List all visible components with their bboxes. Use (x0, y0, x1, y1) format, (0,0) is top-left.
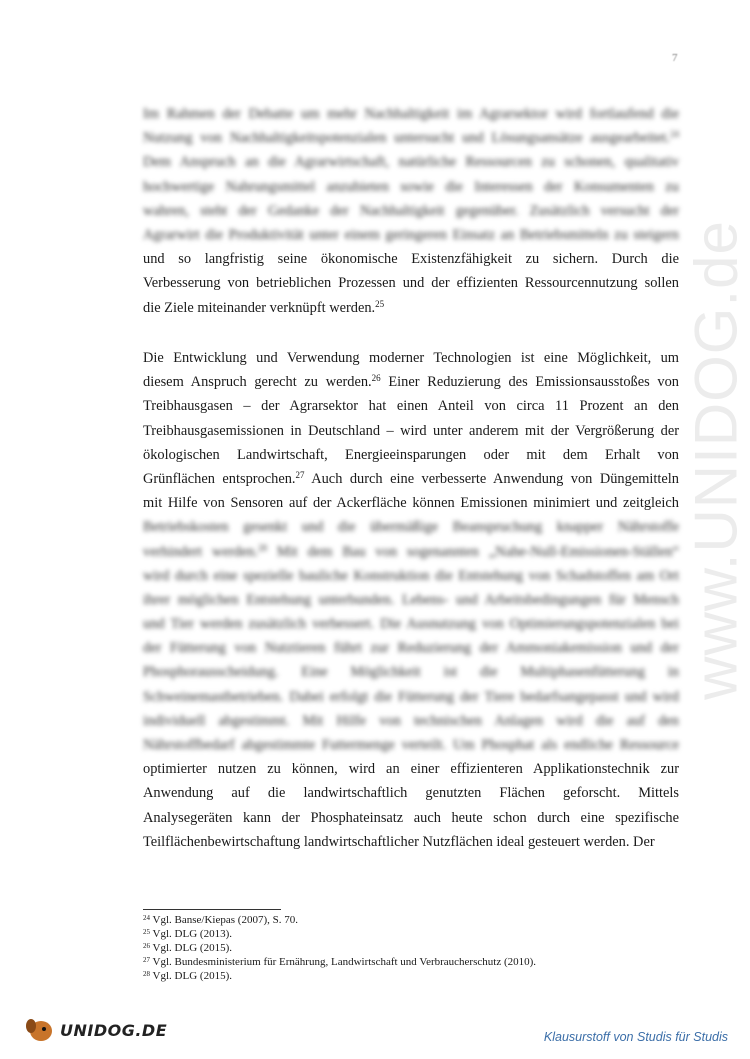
text-line (143, 806, 679, 830)
footnote-ref: 25 (375, 298, 385, 309)
logo-text: UNIDOG.DE (60, 1020, 168, 1040)
text-line (143, 612, 679, 636)
line-text: Betriebskosten gesenkt und die übermäßige Beanspruchung knapper Nährstoffe (143, 519, 679, 536)
line-text: und so langfristig seine ökonomische Existenzfähigkeit zu sichern. Durch die (143, 251, 679, 268)
text-line (143, 757, 679, 781)
line-text: Verbesserung von betrieblichen Prozessen und der effizienten Ressourcennutzung sollen (143, 275, 679, 292)
text-line (143, 175, 679, 199)
line-text: Dem Anspruch an die Agrarwirtschaft, natürliche Ressourcen zu schonen, qualitativ (143, 154, 679, 171)
text-line (143, 247, 679, 271)
text-line (143, 830, 679, 854)
text-line (143, 296, 679, 320)
line-text: Treibhausgasemissionen in Deutschland – wird unter anderem mit der Vergrößerung der (143, 422, 679, 439)
line-text: Phosphorausscheidung. Eine Möglichkeit ist die Multiphasenfütterung in (143, 664, 679, 681)
footnote-ref: 28 (258, 542, 268, 553)
footnote-text: Vgl. DLG (2013). (150, 928, 232, 940)
line-text: der Fütterung von Nutztieren führt zur Reduzierung der Ammoniakemission und der (143, 640, 679, 657)
watermark: www.UNIDOG.de (682, 220, 750, 700)
text-line (143, 564, 679, 588)
text-line (143, 102, 679, 126)
footnote-number: 28 (143, 970, 150, 978)
line-text-rest: Mit dem Bau von sogenannten „Nahe-Null-Emissionen-Ställen“ (267, 543, 679, 560)
line-text: Die Entwicklung und Verwendung moderner Technologien ist eine Möglichkeit, um (143, 350, 679, 366)
line-text: diesem Anspruch gerecht zu werden. (143, 374, 372, 391)
footnote (143, 969, 536, 983)
footnote-ref: 27 (295, 469, 305, 480)
text-line (143, 636, 679, 660)
text-line (143, 781, 679, 805)
line-text: Nährstoffbedarf abgestimmte Futtermenge verteilt. Um Phosphat als endliche Ressource (143, 737, 679, 753)
footnote (143, 927, 536, 941)
text-line (143, 199, 679, 223)
line-text: Teilflächenbewirtschaftung landwirtschaftlicher Nutzflächen ideal gesteuert werden. Der (143, 833, 655, 850)
text-line (143, 223, 679, 247)
line-text: und Tier werden zusätzlich verbessert. Die Ausnutzung von Optimierungspotenzialen bei (143, 616, 679, 633)
tagline: Klausurstoff von Studis für Studis (543, 1030, 728, 1044)
line-text: optimierter nutzen zu können, wird an einer effizienteren Applikationstechnik zur (143, 761, 679, 778)
unidog-logo[interactable] (26, 1015, 167, 1045)
line-text: ihrer möglichen Entstehung unterbunden. Lebens- und Arbeitsbedingungen für Mensch (143, 591, 679, 608)
paragraph-1 (143, 102, 679, 320)
dog-icon (26, 1015, 56, 1045)
text-line (143, 150, 679, 174)
line-text: mit Hilfe von Sensoren auf der Ackerfläche können Emissionen minimiert und zeitgleich (143, 495, 679, 512)
line-text: wird durch eine spezielle bauliche Konstruktion die Entstehung von Schadstoffen am Ort (143, 567, 679, 584)
footnotes (143, 913, 536, 983)
line-text: individuell abgestimmt. Mit Hilfe von technischen Anlagen wird die auf den (143, 712, 679, 729)
text-line (143, 346, 679, 370)
text-line (143, 419, 679, 443)
paragraph-2 (143, 346, 679, 854)
line-text: die Ziele miteinander verknüpft werden. (143, 299, 376, 316)
line-text: Treibhausgasen – der Agrarsektor hat einen Anteil von circa 11 Prozent an den (143, 398, 679, 415)
footnote (143, 955, 536, 969)
text-line (143, 540, 679, 564)
line-text: Grünflächen entsprochen. (143, 470, 296, 487)
line-text: Schweinemastbetrieben. Dabei erfolgt die Fütterung der Tiere bedarfsangepasst und wird (143, 688, 679, 705)
text-line (143, 370, 679, 394)
footnote (143, 941, 536, 955)
text-line (143, 660, 679, 684)
line-text-rest: Einer Reduzierung des Emissionsausstoßes von (380, 374, 679, 391)
text-line (143, 588, 679, 612)
text-line (143, 733, 679, 757)
footnote-text: Vgl. Banse/Kiepas (2007), S. 70. (150, 914, 298, 926)
footnote-text: Vgl. DLG (2015). (150, 970, 232, 982)
text-line (143, 394, 679, 418)
text-line (143, 271, 679, 295)
footnote (143, 913, 536, 927)
footnote-number: 27 (143, 956, 150, 964)
line-text: Anwendung auf die landwirtschaftlich genutzten Flächen geforscht. Mittels (143, 785, 679, 802)
line-text: Analysegeräten kann der Phosphateinsatz auch heute schon durch eine spezifische (143, 809, 679, 826)
text-line (143, 515, 679, 539)
line-text-rest: Auch durch eine verbesserte Anwendung von Düngemitteln (304, 470, 679, 487)
text-line (143, 126, 679, 150)
line-text: Im Rahmen der Debatte um mehr Nachhaltigkeit im Agrarsektor wird fortlaufend die (143, 106, 679, 122)
text-line (143, 491, 679, 515)
footnote-text: Vgl. Bundesministerium für Ernährung, Landwirtschaft und Verbraucherschutz (2010). (150, 956, 537, 968)
line-text: hochwertige Nahrungsmittel anzubieten sowie die Interessen der Konsumenten zu (143, 178, 679, 195)
footnote-text: Vgl. DLG (2015). (150, 942, 232, 954)
text-line (143, 709, 679, 733)
footnote-separator (143, 909, 281, 910)
line-text: wahren, steht der Gedanke der Nachhaltigkeit gegenüber. Zusätzlich versucht der (143, 202, 679, 219)
text-line (143, 443, 679, 467)
footnote-number: 24 (143, 914, 150, 922)
text-line (143, 467, 679, 491)
footnote-number: 25 (143, 928, 150, 936)
page-number: 7 (672, 52, 678, 64)
line-text: ökologischen Landwirtschaft, Energieeinsparungen oder mit dem Erhalt von (143, 446, 679, 463)
footnote-number: 26 (143, 942, 150, 950)
line-text: Agrarwirt die Produktivität unter einem geringeren Einsatz an Betriebsmitteln zu steigern (143, 226, 679, 243)
line-text: verhindert werden. (143, 543, 259, 560)
footnote-ref: 24 (670, 129, 679, 140)
footnote-ref: 26 (371, 373, 381, 384)
text-line (143, 685, 679, 709)
line-text: Nutzung von Nachhaltigkeitspotenzialen untersucht und Lösungsansätze ausgearbeitet. (143, 130, 670, 147)
